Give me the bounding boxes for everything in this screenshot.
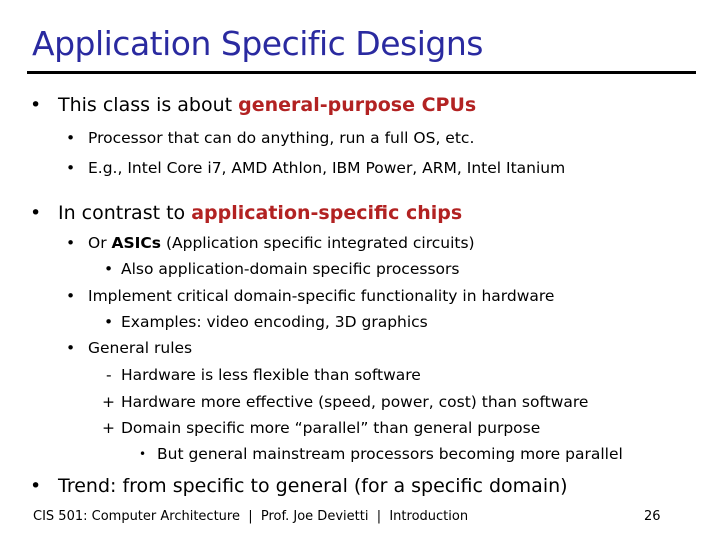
bullet-2-text: In contrast to	[58, 202, 192, 224]
bullet-3: Trend: from specific to general (for a specific domain)	[58, 475, 568, 497]
rule-3-sub: But general mainstream processors becoming more parallel	[157, 445, 623, 463]
bullet-1-highlight: general-purpose CPUs	[238, 94, 477, 116]
bullet-1-text: This class is about	[58, 94, 239, 116]
rule-1-mark: -	[106, 366, 112, 384]
bullet-2-sub-1-suffix: (Application specific integrated circuits)	[161, 234, 475, 252]
rule-2-mark: +	[102, 393, 115, 411]
bullet-2-sub-2-sub: Examples: video encoding, 3D graphics	[121, 313, 428, 331]
bullet-dot: •	[30, 475, 42, 497]
slide-title: Application Specific Designs	[32, 24, 483, 63]
bullet-1-sub-2: E.g., Intel Core i7, AMD Athlon, IBM Power, ARM, Intel Itanium	[88, 159, 566, 177]
page-number: 26	[644, 509, 661, 524]
title-rule	[27, 71, 696, 74]
bullet-2-sub-1-prefix: Or	[88, 234, 112, 252]
sub-bullet-dot: •	[66, 159, 76, 177]
bullet-2-sub-2: Implement critical domain-specific functionality in hardware	[88, 287, 555, 305]
rule-1: Hardware is less flexible than software	[121, 366, 421, 384]
slide-footer: CIS 501: Computer Architecture | Prof. Joe Devietti | Introduction	[33, 509, 469, 524]
rule-2: Hardware more effective (speed, power, cost) than software	[121, 393, 589, 411]
bullet-1-sub-1: Processor that can do anything, run a full OS, etc.	[88, 129, 475, 147]
bullet-2	[58, 202, 462, 224]
sub-bullet-dot: •	[66, 287, 76, 305]
bullet-dot: •	[30, 94, 42, 116]
sub-bullet-dot: •	[66, 129, 76, 147]
rule-3: Domain specific more “parallel” than general purpose	[121, 419, 541, 437]
rule-3-mark: +	[102, 419, 115, 437]
sub-sub-bullet-dot: •	[104, 313, 114, 331]
sub-bullet-dot: •	[66, 339, 76, 357]
bullet-2-highlight: application-specific chips	[191, 202, 463, 224]
sub-bullet-dot: •	[66, 234, 76, 252]
bullet-1	[58, 94, 476, 116]
bullet-dot: •	[30, 202, 42, 224]
sub-sub-sub-bullet-dot: •	[139, 447, 147, 461]
bullet-2-sub-1-sub: Also application-domain specific processors	[121, 260, 460, 278]
bullet-2-sub-3: General rules	[88, 339, 193, 357]
sub-sub-bullet-dot: •	[104, 260, 114, 278]
bullet-2-sub-1-bold: ASICs	[111, 234, 162, 252]
bullet-2-sub-1	[88, 234, 475, 252]
